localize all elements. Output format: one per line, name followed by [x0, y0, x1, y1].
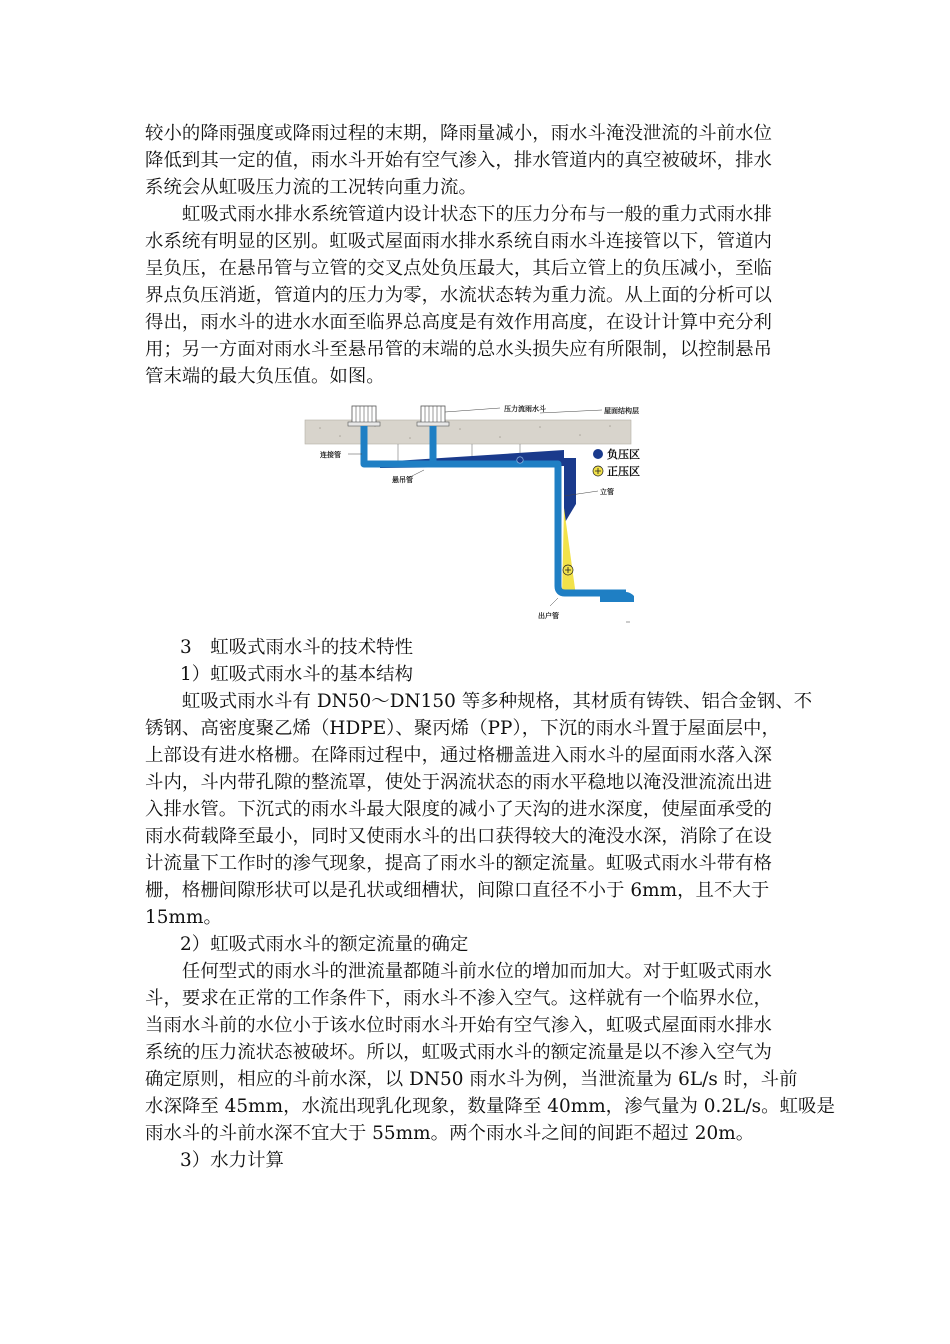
text-line: 降低到其一定的值，雨水斗开始有空气渗入，排水管道内的真空被破坏，排水 — [145, 150, 772, 171]
text-line: 确定原则，相应的斗前水深，以 DN50 雨水斗为例，当泄流量为 6L/s 时，斗前 — [145, 1069, 798, 1090]
text-line: 呈负压，在悬吊管与立管的交叉点处负压最大，其后立管上的负压减小，至临 — [145, 258, 772, 279]
pipe-network — [364, 426, 626, 593]
text-line: 界点负压消逝，管道内的压力为零，水流状态转为重力流。从上面的分析可以 — [145, 285, 772, 306]
legend — [593, 447, 640, 478]
text-line: 15mm。 — [145, 907, 222, 928]
subheading: 3）水力计算 — [180, 1150, 284, 1171]
pressure-distribution-figure — [300, 396, 650, 632]
text-line: 虹吸式雨水排水系统管道内设计状态下的压力分布与一般的重力式雨水排 — [145, 204, 772, 225]
label-connector: 连接管 — [320, 451, 341, 459]
text-line: 管末端的最大负压值。如图。 — [145, 366, 385, 387]
label-riser: 立管 — [600, 488, 614, 496]
text-line: 得出，雨水斗的进水水面至临界总高度是有效作用高度，在设计计算中充分利 — [145, 312, 772, 333]
label-hanging: 悬吊管 — [392, 476, 413, 484]
legend-positive-label: 正压区 — [607, 465, 640, 478]
text-line: 虹吸式雨水斗有 DN50～DN150 等多种规格，其材质有铸铁、铝合金钢、不 — [145, 691, 813, 712]
text-line: 用；另一方面对雨水斗至悬吊管的末端的总水头损失应有所限制，以控制悬吊 — [145, 339, 772, 360]
text-line: 锈钢、高密度聚乙烯（HDPE）、聚丙烯（PP），下沉的雨水斗置于屋面层中， — [145, 718, 780, 739]
text-line: 水系统有明显的区别。虹吸式屋面雨水排水系统自雨水斗连接管以下，管道内 — [145, 231, 772, 252]
text-line: 斗，要求在正常的工作条件下，雨水斗不渗入空气。这样就有一个临界水位， — [145, 988, 772, 1009]
text-line: 任何型式的雨水斗的泄流量都随斗前水位的增加而加大。对于虹吸式雨水 — [145, 961, 772, 982]
legend-negative-label: 负压区 — [607, 448, 640, 461]
negative-zone-riser — [564, 458, 576, 524]
subheading: 2）虹吸式雨水斗的额定流量的确定 — [180, 934, 469, 955]
positive-zone-riser — [562, 508, 576, 596]
pressure-diagram — [300, 396, 650, 632]
text-line: 计流量下工作时的渗气现象，提高了雨水斗的额定流量。虹吸式雨水斗带有格 — [145, 853, 772, 874]
text-line: 雨水斗的斗前水深不宜大于 55mm。两个雨水斗之间的间距不超过 20m。 — [145, 1123, 755, 1144]
text-line: 系统的压力流状态被破坏。所以，虹吸式雨水斗的额定流量是以不渗入空气为 — [145, 1042, 772, 1063]
text-line: 系统会从虹吸压力流的工况转向重力流。 — [145, 177, 477, 198]
text-line: 水深降至 45mm，水流出现乳化现象，数量降至 40mm，渗气量为 0.2L/s。虹吸是 — [145, 1096, 835, 1117]
section-heading: 3 虹吸式雨水斗的技术特性 — [180, 637, 414, 658]
negative-marker — [517, 457, 523, 463]
text-line: 较小的降雨强度或降雨过程的末期，降雨量减小，雨水斗淹没泄流的斗前水位 — [145, 123, 772, 144]
legend-negative-swatch — [593, 449, 603, 459]
text-line: 栅，格栅间隙形状可以是孔状或细槽状，间隙口直径不小于 6mm，且不大于 — [145, 880, 770, 901]
rain-drain-2 — [417, 406, 449, 426]
text-line: 当雨水斗前的水位小于该水位时雨水斗开始有空气渗入，虹吸式屋面雨水排水 — [145, 1015, 772, 1036]
text-line: 入排水管。下沉式的雨水斗最大限度的减小了天沟的进水深度，使屋面承受的 — [145, 799, 772, 820]
text-line: 上部设有进水格栅。在降雨过程中，通过格栅盖进入雨水斗的屋面雨水落入深 — [145, 745, 772, 766]
label-drain: 压力流雨水斗 — [504, 405, 546, 413]
label-roof: 屋面结构层 — [604, 407, 639, 415]
text-line: 雨水荷载降至最小，同时又使雨水斗的出口获得较大的淹没水深，消除了在设 — [145, 826, 772, 847]
text-line: 斗内，斗内带孔隙的整流罩，使处于涡流状态的雨水平稳地以淹没泄流流出进 — [145, 772, 772, 793]
label-outlet: 出户管 — [538, 612, 559, 620]
rain-drain-1 — [348, 406, 380, 426]
subheading: 1）虹吸式雨水斗的基本结构 — [180, 664, 414, 685]
